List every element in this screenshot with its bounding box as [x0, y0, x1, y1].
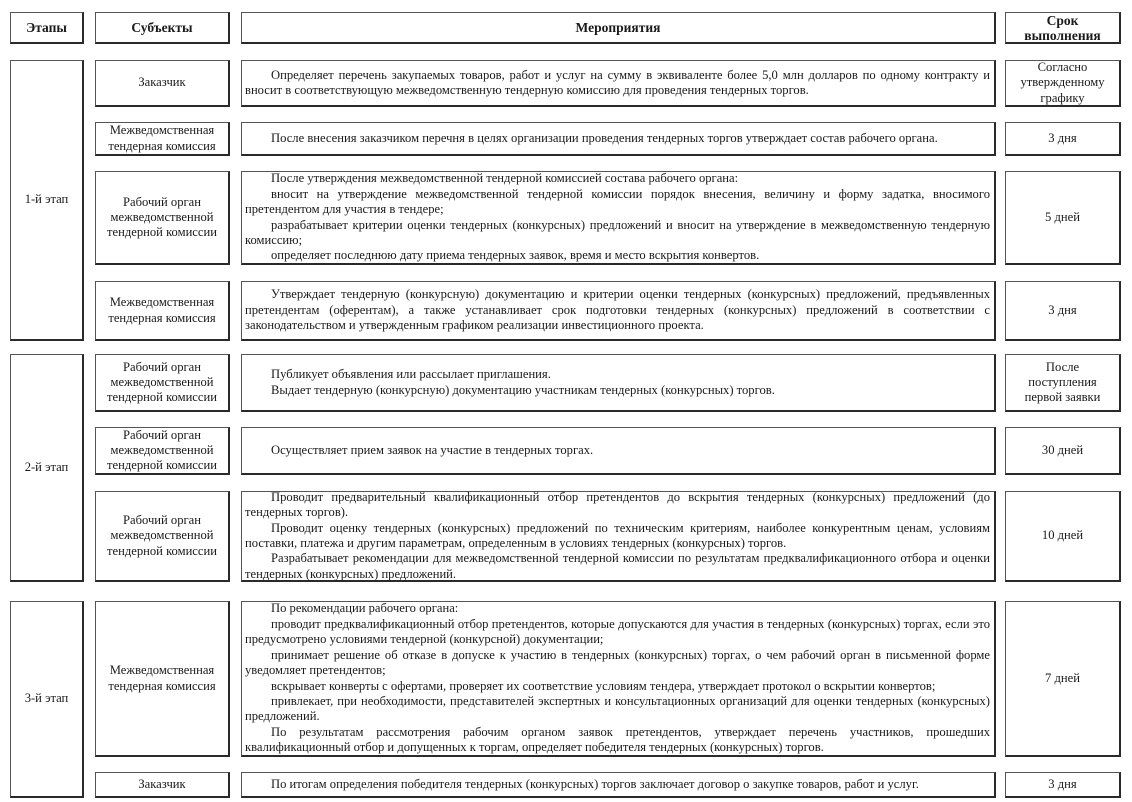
header-stages-label: Этапы — [26, 20, 67, 35]
subject-cell — [95, 427, 230, 475]
deadline-label: Согласно утвержденному графику — [1020, 60, 1105, 105]
activities-cell — [241, 171, 996, 265]
activities-cell — [241, 601, 996, 757]
activity-paragraph: Разрабатывает рекомендации для межведомственной тендерной комиссии по результатам предквалификационного отбора и оценки тендерных (конкурсных) предложений. — [245, 551, 990, 581]
activities-cell — [241, 122, 996, 156]
activity-paragraph: Определяет перечень закупаемых товаров, работ и услуг на сумму в эквиваленте более 5,0 млн долларов по одному контракту и вносит в соответствующую межведомственную тендерную комиссию для проведения тендерных торгов. — [245, 67, 990, 97]
activity-paragraph: Проводит оценку тендерных (конкурсных) предложений по техническим критериям, наиболее конкурентным ценам, условиям поставки, платежа и другим параметрам, определенным в условиях тендерных (конкурсных) торгов. — [245, 520, 990, 550]
deadline-cell — [1005, 354, 1121, 412]
subject-label: Заказчик — [138, 776, 186, 791]
subject-cell — [95, 772, 230, 798]
subject-label: Рабочий орган межведомственной тендерной комиссии — [107, 427, 217, 473]
deadline-cell — [1005, 281, 1121, 341]
activity-paragraph: По результатам рассмотрения рабочим органом заявок претендентов, утверждает перечень участников, прошедших квалификационный отбор и допущенных к торгам, определяет победителя тендерных (конкурсных) торгов. — [245, 724, 990, 755]
header-stages — [10, 12, 84, 44]
subject-cell — [95, 171, 230, 265]
subject-label: Рабочий орган межведомственной тендерной комиссии — [107, 513, 217, 558]
activity-paragraph: определяет последнюю дату приема тендерных заявок, время и место вскрытия конвертов. — [271, 248, 760, 263]
activities-cell — [241, 427, 996, 475]
activity-paragraph: После внесения заказчиком перечня в целях организации проведения тендерных торгов утверждает состав рабочего органа. — [271, 130, 938, 145]
subject-cell — [95, 354, 230, 412]
stage-3 — [10, 601, 84, 798]
deadline-label: 30 дней — [1041, 442, 1084, 457]
deadline-label: После поступления первой заявки — [1024, 359, 1101, 405]
activity-paragraph: По итогам определения победителя тендерных (конкурсных) торгов заключает договор о закупке товаров, работ и услуг. — [271, 776, 919, 791]
header-subjects — [95, 12, 230, 44]
stage-1-label: 1-й этап — [24, 192, 69, 207]
header-activities — [241, 12, 996, 44]
deadline-cell — [1005, 427, 1121, 475]
deadline-cell — [1005, 122, 1121, 156]
activities-cell — [241, 354, 996, 412]
activity-paragraph: разрабатывает критерии оценки тендерных (конкурсных) предложений и вносит на утверждение в межведомственную тендерную комиссию; — [245, 217, 990, 247]
activity-paragraph: Публикует объявления или рассылает приглашения. — [271, 367, 551, 382]
subject-cell — [95, 60, 230, 107]
activities-cell — [241, 60, 996, 107]
stage-2 — [10, 354, 84, 582]
subject-label: Межведомственная тендерная комиссия — [108, 295, 216, 325]
subject-label: Заказчик — [138, 75, 186, 90]
activity-paragraph: проводит предквалификационный отбор претендентов, которые допускаются для участия в тендерных (конкурсных) торгах, если это предусмотрено условиями тендерной (конкурсной) документации; — [245, 616, 990, 647]
activity-paragraph: Осуществляет прием заявок на участие в тендерных торгах. — [271, 442, 594, 457]
header-deadline-label: Срок выполнения — [1024, 12, 1101, 43]
activity-paragraph: Утверждает тендерную (конкурсную) документацию и критерии оценки тендерных (конкурсных) предложений, предъявленных претендентам (оферентам), а также устанавливает срок подготовки тендерных (конкурсных) предложений в соответствии с законодательством и утвержденным графиком реализации инвестиционного проекта. — [245, 287, 990, 333]
stage-2-label: 2-й этап — [24, 459, 69, 474]
subject-label: Межведомственная тендерная комиссия — [108, 123, 216, 153]
deadline-cell — [1005, 171, 1121, 265]
activities-cell — [241, 772, 996, 798]
stage-3-label: 3-й этап — [24, 691, 69, 706]
header-subjects-label: Субъекты — [131, 20, 193, 35]
activity-paragraph: Проводит предварительный квалификационный отбор претендентов до вскрытия тендерных (конкурсных) предложений (до тендерных торгов). — [245, 489, 990, 520]
activities-cell — [241, 491, 996, 582]
deadline-label: 7 дней — [1045, 670, 1080, 685]
header-deadline — [1005, 12, 1121, 44]
activity-paragraph: вскрывает конверты с офертами, проверяет их соответствие условиям тендера, утверждает протокол о вскрытии конвертов; — [271, 678, 936, 693]
activity-paragraph: принимает решение об отказе в допуске к участию в тендерных (конкурсных) торгах, о чем рабочий орган в письменной форме уведомляет претендентов; — [245, 647, 990, 678]
header-activities-label: Мероприятия — [575, 20, 661, 35]
deadline-label: 5 дней — [1045, 209, 1080, 224]
subject-cell — [95, 281, 230, 341]
subject-label: Межведомственная тендерная комиссия — [108, 663, 216, 693]
subject-label: Рабочий орган межведомственной тендерной комиссии — [107, 194, 217, 240]
deadline-cell — [1005, 491, 1121, 582]
activity-paragraph: привлекает, при необходимости, представителей экспертных и консультационных организаций для оценки тендерных (конкурсных) предложений. — [245, 693, 990, 724]
subject-cell — [95, 601, 230, 757]
deadline-label: 3 дня — [1048, 130, 1077, 145]
stage-1 — [10, 60, 84, 341]
deadline-cell — [1005, 772, 1121, 798]
subject-cell — [95, 122, 230, 156]
activity-paragraph: После утверждения межведомственной тендерной комиссией состава рабочего органа: — [271, 171, 739, 186]
deadline-cell — [1005, 601, 1121, 757]
deadline-label: 3 дня — [1048, 776, 1077, 791]
subject-cell — [95, 491, 230, 582]
activity-paragraph: Выдает тендерную (конкурсную) документацию участникам тендерных (конкурсных) торгов. — [271, 382, 775, 397]
deadline-cell — [1005, 60, 1121, 107]
deadline-label: 10 дней — [1041, 528, 1084, 543]
activity-paragraph: вносит на утверждение межведомственной тендерной комиссии порядок внесения, величину и форму задатка, вносимого претендентом для участия в тендере; — [245, 186, 990, 217]
deadline-label: 3 дня — [1048, 302, 1077, 317]
activity-paragraph: По рекомендации рабочего органа: — [271, 601, 459, 616]
subject-label: Рабочий орган межведомственной тендерной комиссии — [107, 359, 217, 405]
activities-cell — [241, 281, 996, 341]
